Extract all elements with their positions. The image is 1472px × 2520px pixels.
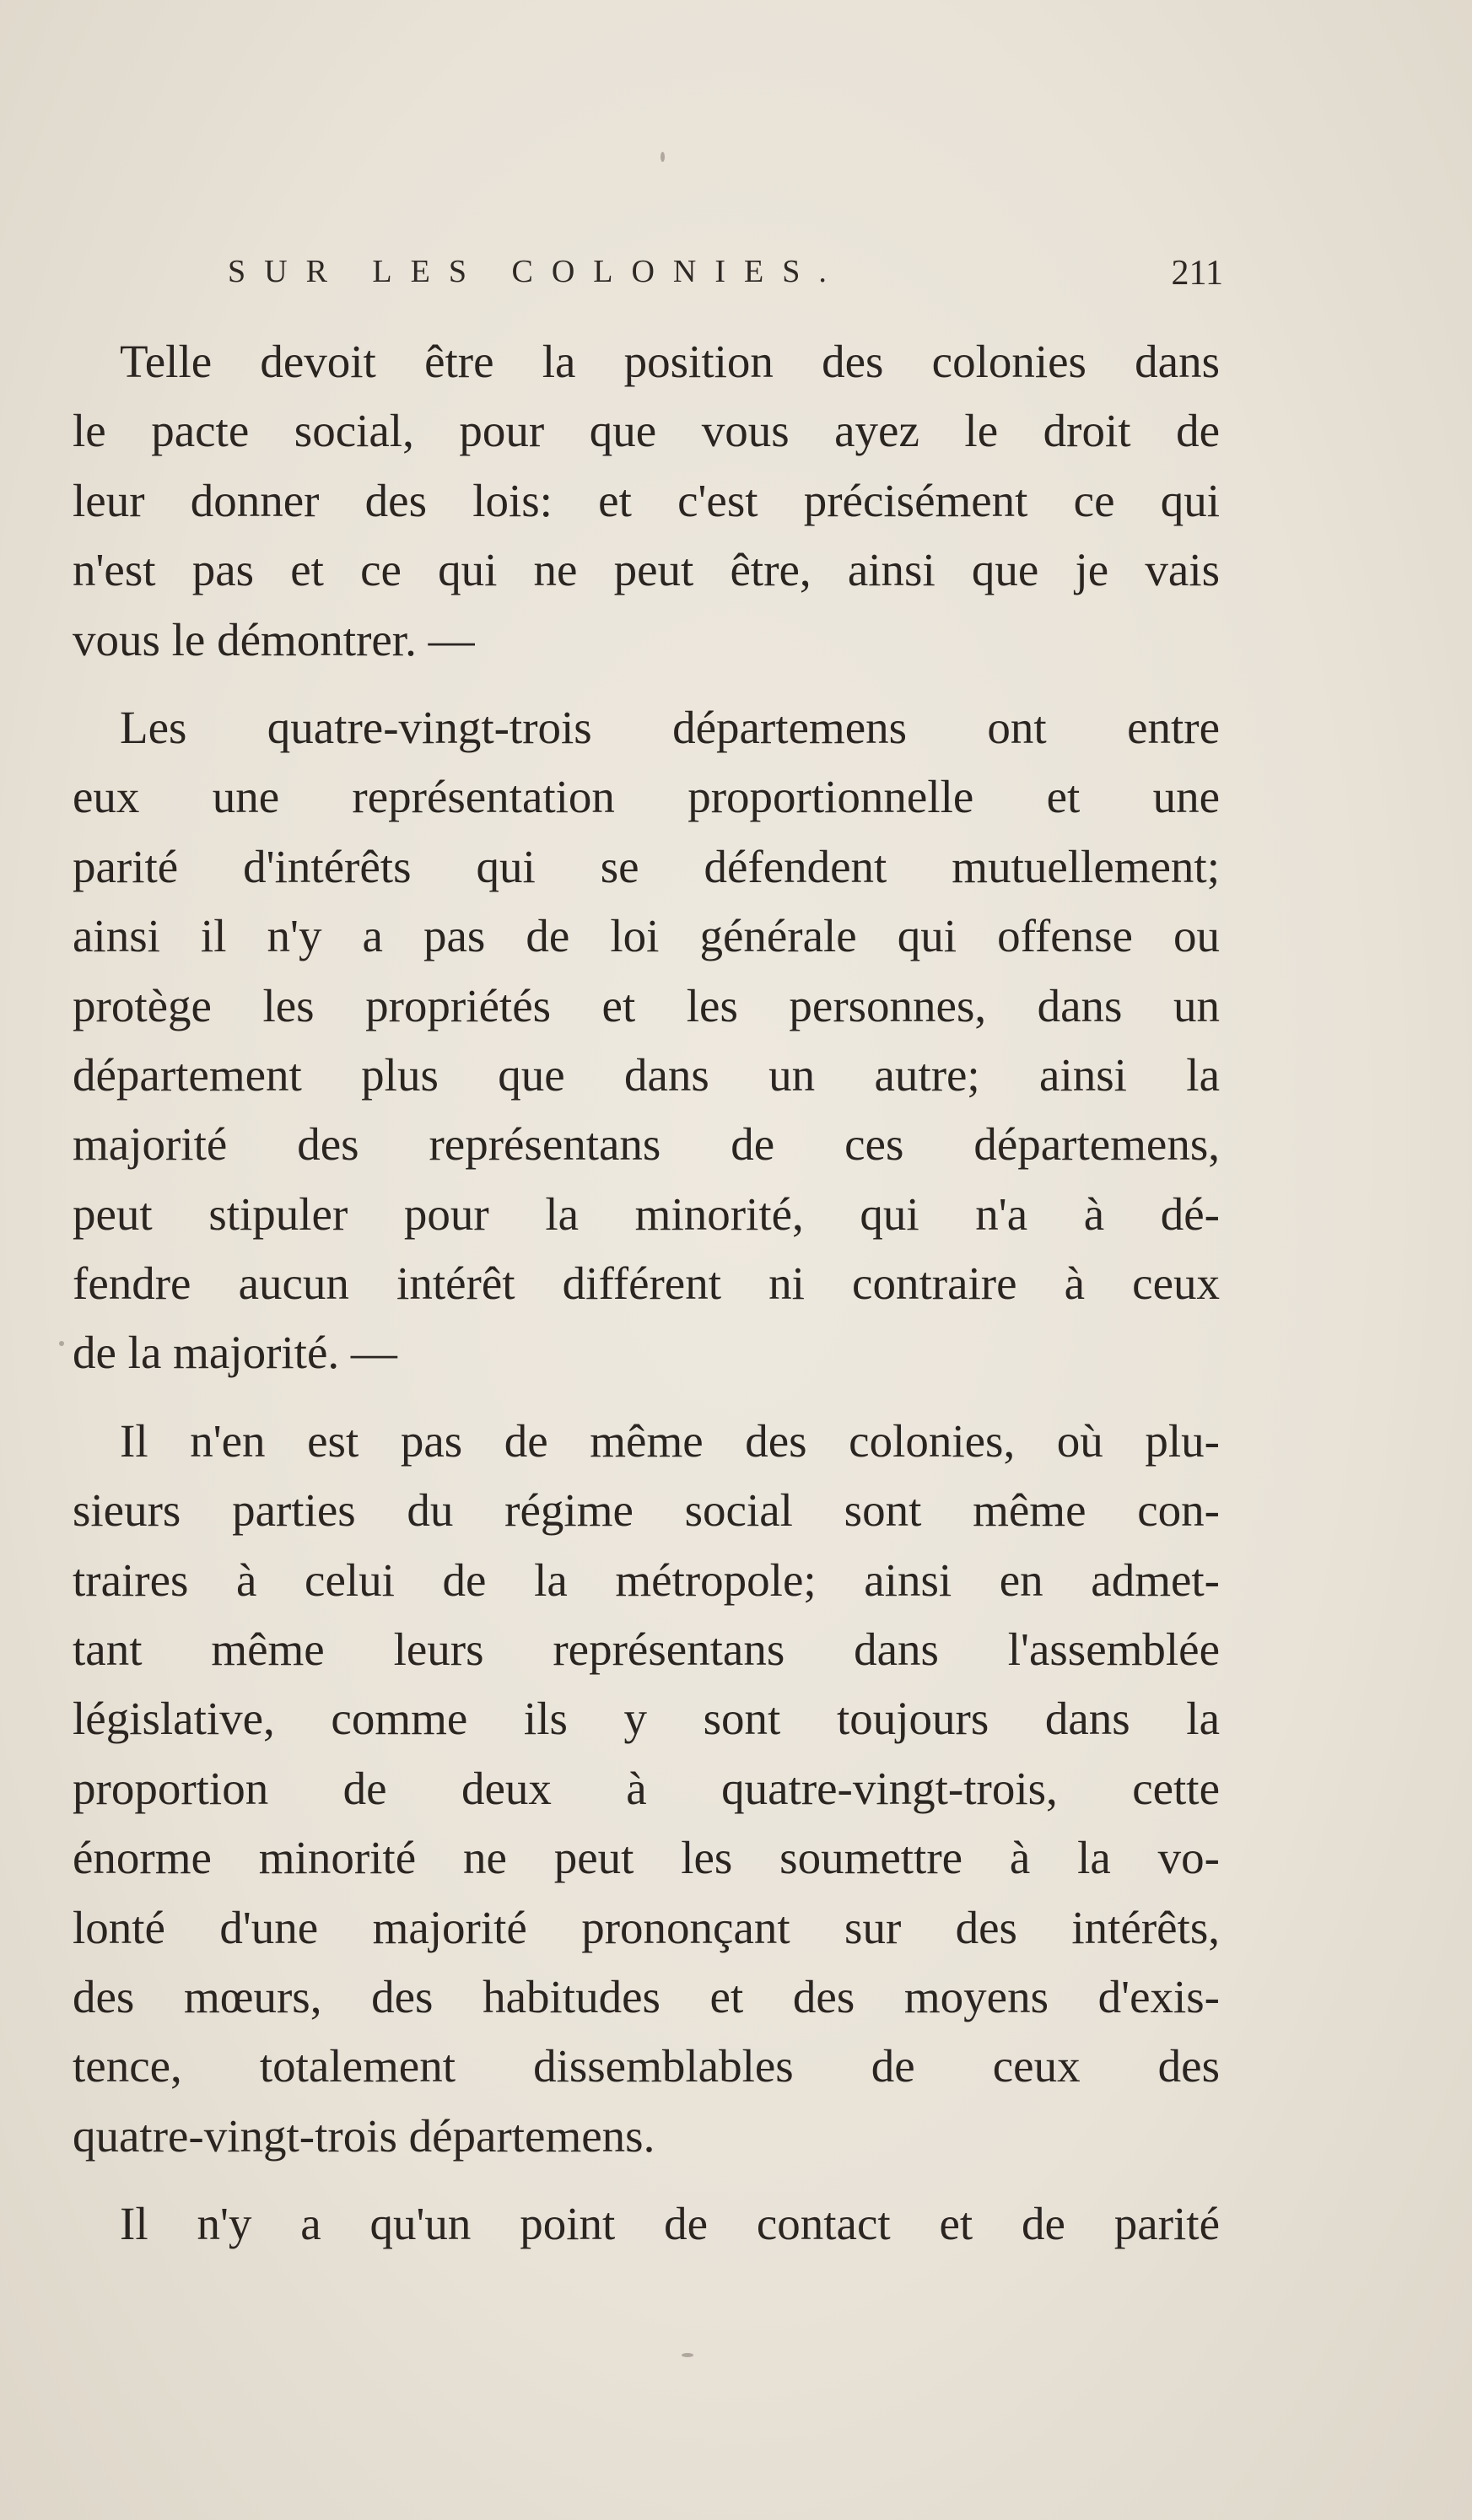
text-line: département plus que dans un autre; ainsi la: [73, 1048, 1220, 1101]
paragraph-2: [73, 693, 1220, 1388]
text-line: de la majorité. —: [73, 1327, 397, 1379]
text-line: tant même leurs représentans dans l'assemblée: [73, 1623, 1220, 1676]
text-line: vous le démontrer. —: [73, 613, 475, 665]
text-line: sieurs parties du régime social sont même con-: [73, 1484, 1220, 1537]
paper-speck: [59, 1341, 64, 1346]
text-line: traires à celui de la métropole; ainsi en admet-: [73, 1553, 1220, 1606]
page-number: 211: [1171, 254, 1223, 293]
text-line: Il n'en est pas de même des colonies, où plu-: [120, 1414, 1220, 1467]
body-text: [73, 327, 1220, 2278]
text-line: le pacte social, pour que vous ayez le droit de: [73, 405, 1220, 457]
text-line: leur donner des lois: et c'est précisément ce qui: [73, 474, 1220, 526]
text-line: tence, totalement dissemblables de ceux des: [73, 2040, 1220, 2092]
paragraph-4: [73, 2189, 1220, 2259]
text-line: protège les propriétés et les personnes, dans un: [73, 979, 1220, 1031]
text-line: des mœurs, des habitudes et des moyens d'exis-: [73, 1970, 1220, 2022]
paragraph-1: [73, 327, 1220, 675]
text-line: eux une représentation proportionnelle et une: [73, 771, 1220, 823]
paragraph-3: [73, 1407, 1220, 2171]
text-line: quatre-vingt-trois départemens.: [73, 2109, 655, 2162]
text-line: proportion de deux à quatre-vingt-trois, cette: [73, 1762, 1220, 1814]
text-line: parité d'intérêts qui se défendent mutuellement;: [73, 840, 1220, 892]
text-line: législative, comme ils y sont toujours dans la: [73, 1693, 1220, 1745]
running-title: SUR LES COLONIES.: [228, 254, 845, 289]
text-line: énorme minorité ne peut les soumettre à la vo-: [73, 1832, 1220, 1884]
text-line: ainsi il n'y a pas de loi générale qui offense ou: [73, 910, 1220, 962]
text-line: peut stipuler pour la minorité, qui n'a à dé-: [73, 1187, 1220, 1240]
text-line: fendre aucun intérêt différent ni contraire à ceux: [73, 1257, 1220, 1310]
paper-speck: [682, 2353, 693, 2357]
text-line: n'est pas et ce qui ne peut être, ainsi que je vais: [73, 544, 1220, 596]
text-line: lonté d'une majorité prononçant sur des intérêts,: [73, 1901, 1220, 1953]
paper-speck: [661, 152, 665, 162]
text-line: Il n'y a qu'un point de contact et de parité: [120, 2198, 1220, 2250]
text-line: majorité des représentans de ces départemens,: [73, 1118, 1220, 1171]
text-line: Les quatre-vingt-trois départemens ont entre: [120, 701, 1220, 753]
text-line: Telle devoit être la position des colonies dans: [120, 336, 1220, 387]
running-head: [228, 253, 1223, 304]
